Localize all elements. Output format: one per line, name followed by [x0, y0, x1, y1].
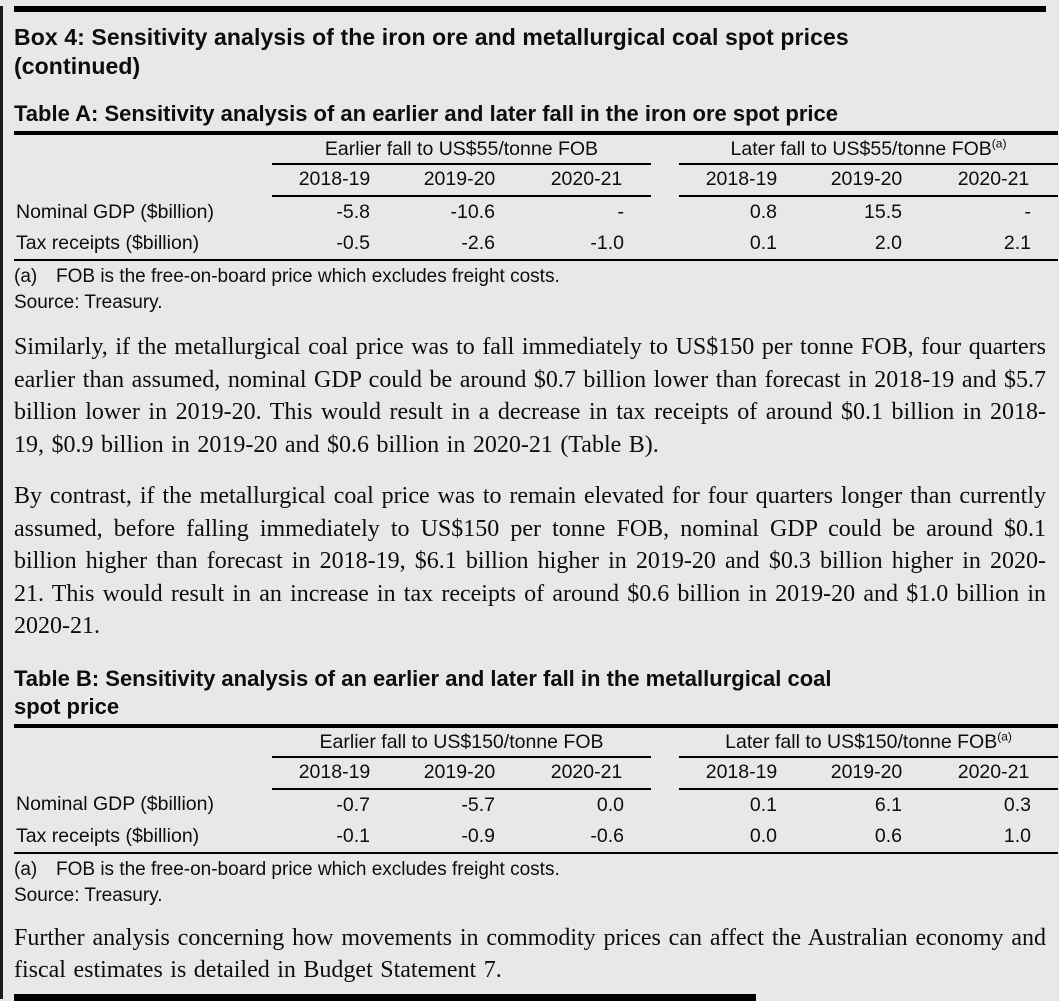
- box-border-top: [14, 6, 1046, 12]
- row-label: Tax receipts ($billion): [16, 232, 200, 254]
- value-cell: 0.1: [749, 232, 777, 254]
- table-row: [14, 228, 1058, 260]
- year-header: 2018-19: [679, 757, 804, 789]
- table-a-later-group-header: [679, 133, 1058, 164]
- paragraph-1: Similarly, if the metallurgical coal price was to fall immediately to US$150 per tonne FOB, four quarters earlier than assumed, nominal GDP could be around $0.7 billion lower than forecast in 2018-19 and $5.7 billion lower in 2019-20. This would result in a decrease in tax receipts of around $0.1 billion in 2018-19, $0.9 billion in 2019-20 and $0.6 billion in 2020-21 (Table B).: [14, 334, 1046, 458]
- box-border-bottom: [14, 994, 756, 1001]
- footnote-marker: (a): [14, 266, 38, 287]
- value-cell: -2.6: [461, 232, 495, 254]
- year-header: 2019-20: [804, 757, 929, 789]
- table-b: [14, 724, 1058, 854]
- paragraph-3: Further analysis concerning how movements in commodity prices can affect the Australian economy and fiscal estimates is detailed in Budget Statement 7.: [14, 924, 1046, 983]
- table-a-group-gap: [651, 196, 679, 228]
- year-header: 2019-20: [397, 757, 522, 789]
- table-a-group-gap: [651, 164, 679, 196]
- row-label: Nominal GDP ($billion): [16, 200, 214, 223]
- table-a-earlier-group-label: Earlier fall to US$55/tonne FOB: [324, 138, 599, 160]
- value-cell: -5.8: [336, 201, 370, 223]
- table-a-corner-cell: [14, 133, 272, 164]
- table-b-title-line2: spot price: [14, 693, 120, 719]
- year-header: 2018-19: [272, 757, 397, 789]
- footnote-marker: (a): [14, 858, 38, 880]
- box-title-line1: Box 4: Sensitivity analysis of the iron ore and metallurgical coal spot prices: [14, 24, 849, 50]
- table-a-group-header-row: [14, 133, 1058, 164]
- value-cell: 0.6: [874, 824, 903, 847]
- table-b-year-header-row: [14, 757, 1058, 789]
- table-b-group-gap: [651, 726, 679, 757]
- footnote-text: FOB is the free-on-board price which excludes freight costs.: [56, 266, 560, 287]
- value-cell: -10.6: [450, 201, 495, 223]
- table-row: [14, 196, 1058, 228]
- table-b-corner-cell: [14, 726, 272, 757]
- table-b-earlier-group-header: [272, 726, 651, 757]
- value-cell: 2.1: [1003, 232, 1031, 254]
- year-header: 2020-21: [929, 757, 1058, 789]
- value-cell: -0.9: [461, 824, 495, 847]
- year-header: 2018-19: [272, 164, 397, 196]
- table-b-group-gap: [651, 821, 679, 853]
- table-a-title: Table A: Sensitivity analysis of an earlier and later fall in the iron ore spot price: [14, 101, 839, 126]
- value-cell: -: [617, 201, 624, 223]
- table-a-group-gap: [651, 228, 679, 260]
- box-border-left: [0, 6, 3, 999]
- value-cell: -1.0: [590, 232, 624, 254]
- year-header: 2020-21: [522, 757, 651, 789]
- table-a-footnote: [14, 264, 1046, 290]
- table-b-year-row-label-cell: [14, 757, 272, 789]
- value-cell: -0.6: [590, 824, 625, 847]
- table-b-later-group-header: [679, 726, 1058, 757]
- value-cell: -0.7: [336, 793, 370, 816]
- footnote-text: FOB is the free-on-board price which excludes freight costs.: [56, 858, 560, 880]
- box-title-line2: (continued): [14, 53, 141, 79]
- value-cell: 0.3: [1003, 793, 1032, 816]
- value-cell: 2.0: [874, 232, 902, 254]
- table-row: [14, 789, 1058, 821]
- table-b-group-gap: [651, 757, 679, 789]
- year-header: 2019-20: [804, 164, 929, 196]
- table-b-group-header-row: [14, 726, 1058, 757]
- table-a-later-footnote-ref: (a): [991, 136, 1007, 151]
- row-label: Tax receipts ($billion): [16, 824, 200, 847]
- value-cell: -0.5: [336, 232, 370, 254]
- table-row: [14, 821, 1058, 853]
- paragraph-2: By contrast, if the metallurgical coal price was to remain elevated for four quarters longer than currently assumed, before falling immediately to US$150 per tonne FOB, nominal GDP could be around $0.1 billion higher than forecast in 2018-19, $6.1 billion higher in 2019-20 and $0.3 billion higher in 2020-21. This would result in an increase in tax receipts of around $0.6 billion in 2019-20 and $1.0 billion in 2020-21.: [14, 483, 1046, 639]
- value-cell: 1.0: [1003, 824, 1032, 847]
- table-a-group-gap: [651, 133, 679, 164]
- table-b-later-group-label: Later fall to US$150/tonne FOB: [725, 730, 998, 753]
- value-cell: -: [1024, 201, 1031, 223]
- table-b-title: [14, 665, 1046, 721]
- table-b-group-gap: [651, 789, 679, 821]
- table-b-title-line1: Table B: Sensitivity analysis of an earlier and later fall in the metallurgical coal: [14, 665, 832, 691]
- table-a: [14, 131, 1058, 261]
- year-header: 2020-21: [929, 164, 1058, 196]
- year-header: 2020-21: [522, 164, 651, 196]
- table-a-year-header-row: [14, 164, 1058, 196]
- table-b-source: Source: Treasury.: [14, 884, 163, 906]
- value-cell: -0.1: [336, 824, 370, 847]
- table-b-footnote: [14, 857, 1046, 883]
- table-b-notes: [14, 857, 1046, 909]
- table-b-earlier-group-label: Earlier fall to US$150/tonne FOB: [319, 730, 604, 753]
- table-a-later-group-label: Later fall to US$55/tonne FOB: [730, 138, 992, 160]
- box-title: [14, 23, 1046, 81]
- value-cell: 6.1: [874, 793, 903, 816]
- table-b-later-footnote-ref: (a): [997, 729, 1012, 743]
- table-a-year-row-label-cell: [14, 164, 272, 196]
- value-cell: -5.7: [461, 793, 495, 816]
- year-header: 2018-19: [679, 164, 804, 196]
- value-cell: 0.1: [749, 793, 778, 816]
- value-cell: 0.0: [749, 824, 778, 847]
- table-a-earlier-group-header: [272, 133, 651, 164]
- value-cell: 0.8: [749, 201, 777, 223]
- value-cell: 0.0: [596, 793, 625, 816]
- table-a-notes: [14, 264, 1046, 316]
- value-cell: 15.5: [864, 201, 902, 223]
- table-a-source: Source: Treasury.: [14, 292, 163, 313]
- row-label: Nominal GDP ($billion): [16, 793, 214, 815]
- year-header: 2019-20: [397, 164, 522, 196]
